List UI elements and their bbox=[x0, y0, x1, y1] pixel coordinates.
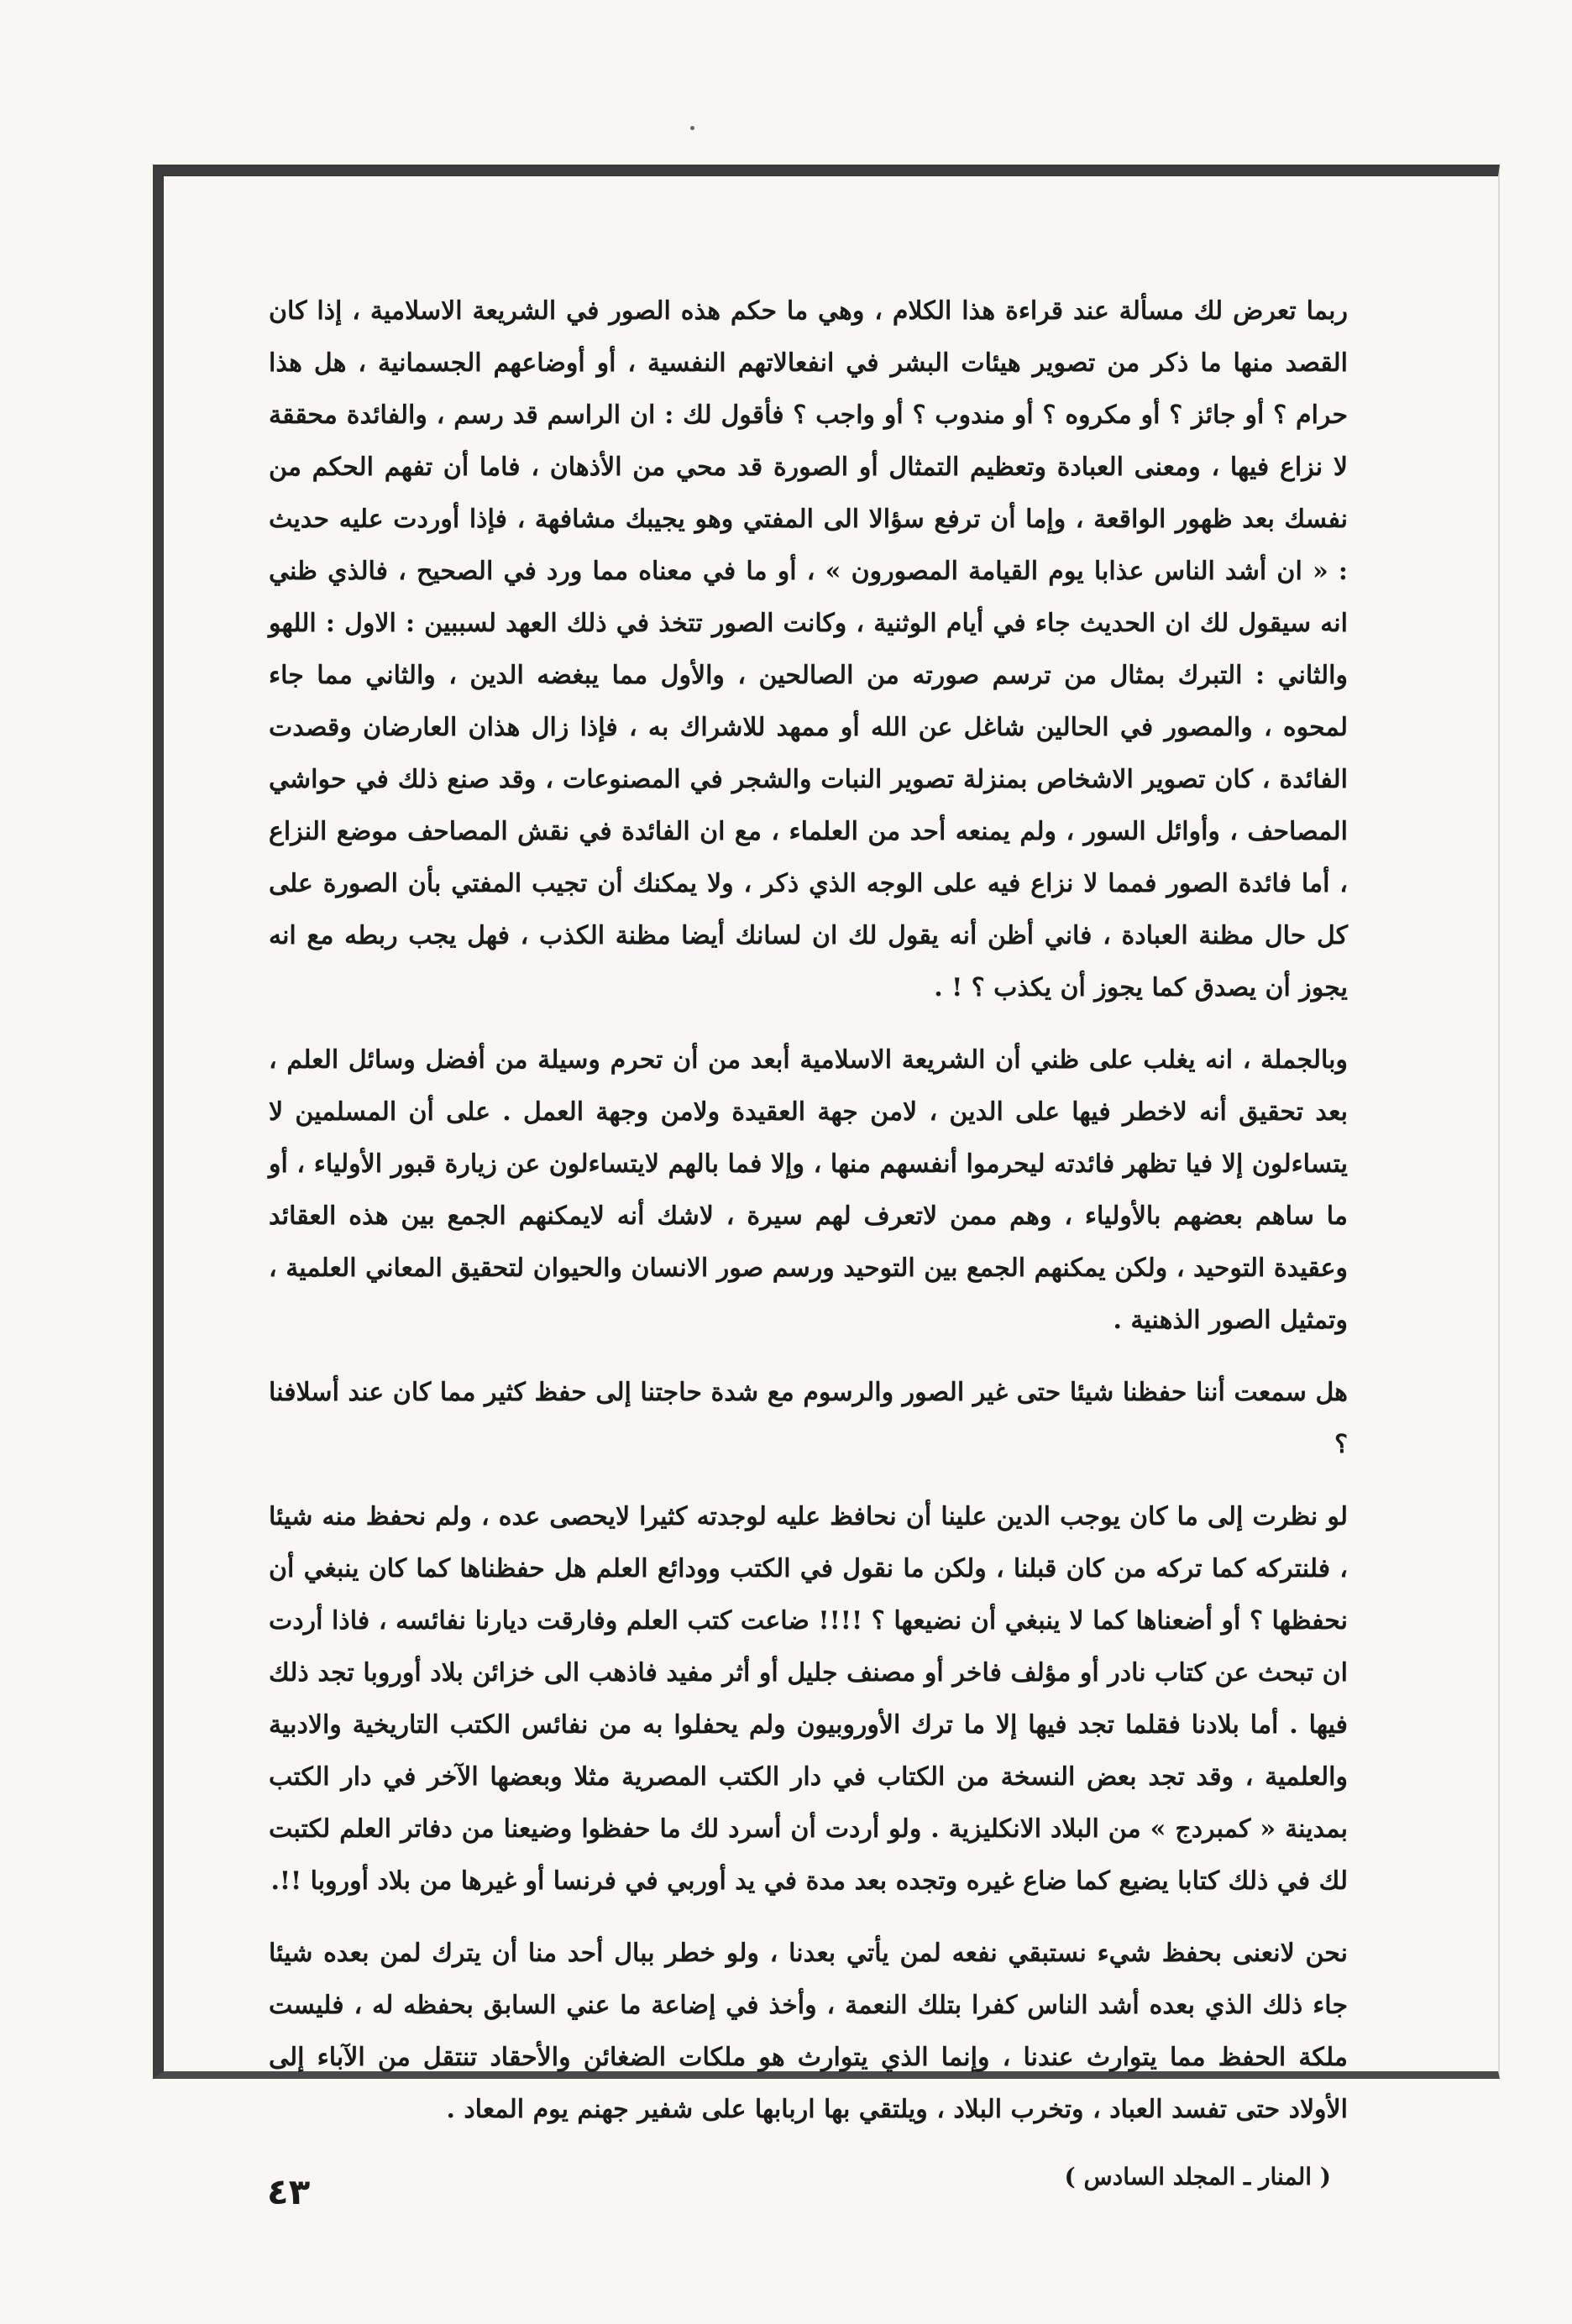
source-citation: ( المنار ـ المجلد السادس ) bbox=[1064, 2163, 1331, 2191]
page-speck bbox=[690, 126, 694, 130]
paragraph-2: وبالجملة ، انه يغلب على ظني أن الشريعة الاسلامية أبعد من أن تحرم وسيلة من أفضل وسائل العلم ، بعد تحقيق أنه لاخطر فيها على الدين ، لامن جهة العقيدة ولامن وجهة العمل . على أن المسلمين لا يتساءلون إلا فيا تظهر فائدته ليحرموا أنفسهم منها ، وإلا فما بالهم لايتساءلون عن زيارة قبور الأولياء ، أو ما ساهم بعضهم بالأولياء ، وهم ممن لاتعرف لهم سيرة ، لاشك أنه لايمكنهم الجمع بين هذه العقائد وعقيدة التوحيد ، ولكن يمكنهم الجمع بين التوحيد ورسم صور الانسان والحيوان لتحقيق المعاني العلمية ، وتمثيل الصور الذهنية . bbox=[269, 1045, 1348, 1335]
page-number: ٤٣ bbox=[267, 2171, 311, 2212]
paragraph-3: هل سمعت أننا حفظنا شيئا حتى غير الصور والرسوم مع شدة حاجتنا إلى حفظ كثير مما كان عند أسلافنا ؟ bbox=[269, 1378, 1348, 1459]
article-body bbox=[269, 285, 1348, 2198]
paragraph-5: نحن لانعنى بحفظ شيء نستبقي نفعه لمن يأتي بعدنا ، ولو خطر ببال أحد منا أن يترك لمن بعده شيئا جاء ذلك الذي بعده أشد الناس كفرا بتلك النعمة ، وأخذ في إضاعة ما عني السابق بحفظه له ، فليست ملكة الحفظ مما يتوارث عندنا ، وإنما الذي يتوارث هو ملكات الضغائن والأحقاد تنتقل من الآباء إلى الأولاد حتى تفسد العباد ، وتخرب البلاد ، ويلتقي بها اربابها على شفير جهنم يوم المعاد . bbox=[269, 1939, 1348, 2124]
paragraph-4: لو نظرت إلى ما كان يوجب الدين علينا أن نحافظ عليه لوجدته كثيرا لايحصى عده ، ولم نحفظ منه شيئا ، فلنتركه كما تركه من كان قبلنا ، ولكن ما نقول في الكتب وودائع العلم هل حفظناها كما كان ينبغي أن نحفظها ؟ أو أضعناها كما لا ينبغي أن نضيعها ؟ !!!! ضاعت كتب العلم وفارقت ديارنا نفائسه ، فاذا أردت ان تبحث عن كتاب نادر أو مؤلف فاخر أو مصنف جليل أو أثر مفيد فاذهب الى خزائن بلاد أوروبا تجد ذلك فيها . أما بلادنا فقلما تجد فيها إلا ما ترك الأوروبيون ولم يحفلوا به من نفائس الكتب التاريخية والادبية والعلمية ، وقد تجد بعض النسخة من الكتاب في دار الكتب المصرية مثلا وبعضها الآخر في دار الكتب بمدينة « كمبردج » من البلاد الانكليزية . ولو أردت أن أسرد لك ما حفظوا وضيعنا من دفاتر العلم لكتبت لك في ذلك كتابا يضيع كما ضاع غيره وتجده بعد مدة في يد أوربي في فرنسا أو غيرها من بلاد أوروبا !!. bbox=[269, 1502, 1348, 1896]
paragraph-1: ربما تعرض لك مسألة عند قراءة هذا الكلام ، وهي ما حكم هذه الصور في الشريعة الاسلامية ، إذا كان القصد منها ما ذكر من تصوير هيئات البشر في انفعالاتهم النفسية ، أو أوضاعهم الجسمانية ، هل هذا حرام ؟ أو جائز ؟ أو مكروه ؟ أو مندوب ؟ أو واجب ؟ فأقول لك : ان الراسم قد رسم ، والفائدة محققة لا نزاع فيها ، ومعنى العبادة وتعظيم التمثال أو الصورة قد محي من الأذهان ، فاما أن تفهم الحكم من نفسك بعد ظهور الواقعة ، وإما أن ترفع سؤالا الى المفتي وهو يجيبك مشافهة ، فإذا أوردت عليه حديث : « ان أشد الناس عذابا يوم القيامة المصورون » ، أو ما في معناه مما ورد في الصحيح ، فالذي ظني انه سيقول لك ان الحديث جاء في أيام الوثنية ، وكانت الصور تتخذ في ذلك العهد لسببين : الاول : اللهو والثاني : التبرك بمثال من ترسم صورته من الصالحين ، والأول مما يبغضه الدين ، والثاني مما جاء لمحوه ، والمصور في الحالين شاغل عن الله أو ممهد للاشراك به ، فإذا زال هذان العارضان وقصدت الفائدة ، كان تصوير الاشخاص بمنزلة تصوير النبات والشجر في المصنوعات ، وقد صنع ذلك في حواشي المصاحف ، وأوائل السور ، ولم يمنعه أحد من العلماء ، مع ان الفائدة في نقش المصاحف موضع النزاع ، أما فائدة الصور فمما لا نزاع فيه على الوجه الذي ذكر ، ولا يمكنك أن تجيب المفتي بأن الصورة على كل حال مظنة العبادة ، فاني أظن أنه يقول لك ان لسانك أيضا مظنة الكذب ، فهل يجب ربطه مع انه يجوز أن يصدق كما يجوز أن يكذب ؟ ! . bbox=[269, 296, 1348, 1002]
